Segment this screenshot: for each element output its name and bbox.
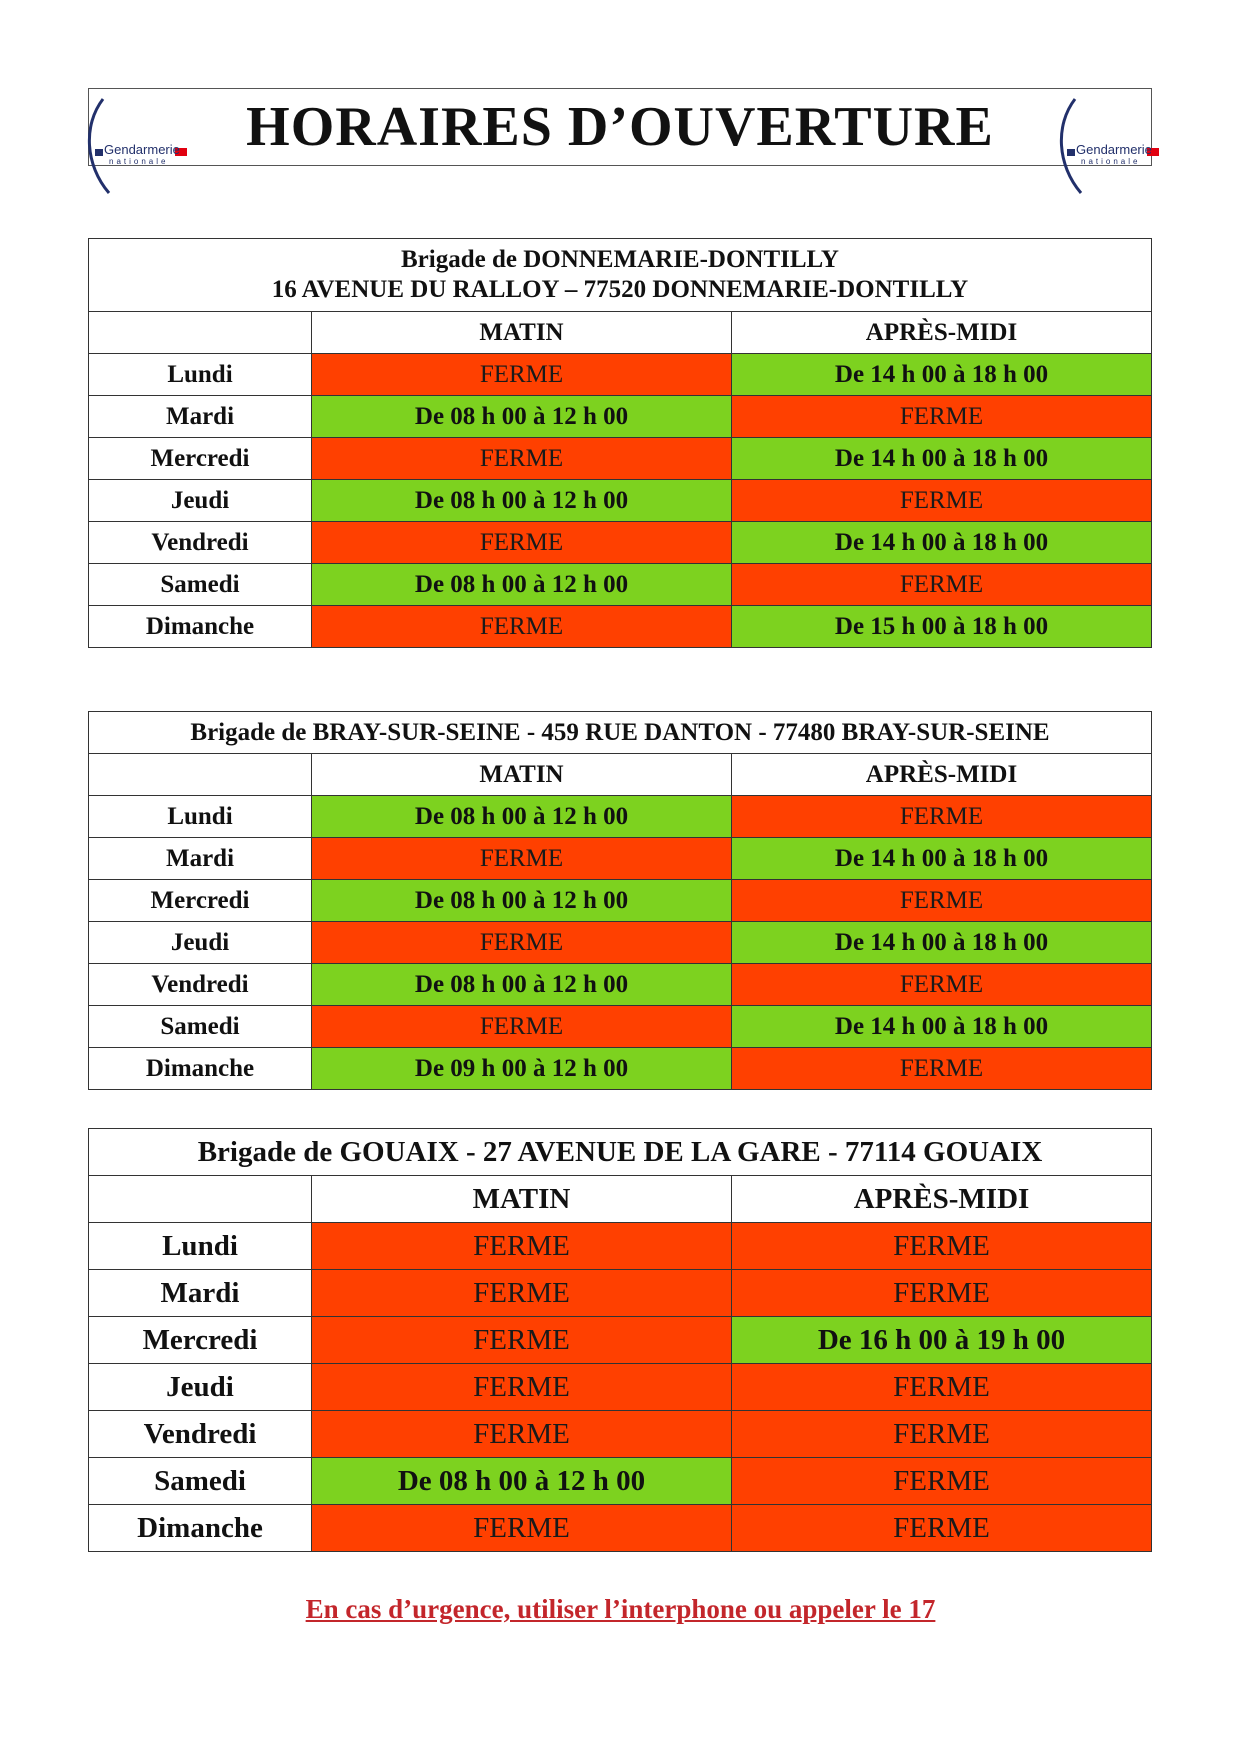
morning-hours: FERME — [312, 438, 732, 480]
column-header-day — [89, 1176, 312, 1223]
table-row — [89, 1411, 1152, 1458]
brigade-title — [89, 239, 1152, 312]
day-label: Lundi — [89, 354, 312, 396]
table-row — [89, 880, 1152, 922]
column-header-morning: MATIN — [312, 312, 732, 354]
day-label: Vendredi — [89, 964, 312, 1006]
afternoon-hours: De 14 h 00 à 18 h 00 — [732, 438, 1152, 480]
logo-text: Gendarmerie — [1076, 142, 1152, 157]
brigade-table-bray — [88, 711, 1152, 1090]
day-label: Mardi — [89, 838, 312, 880]
morning-hours: FERME — [312, 606, 732, 648]
afternoon-hours: De 14 h 00 à 18 h 00 — [732, 522, 1152, 564]
day-label: Lundi — [89, 1223, 312, 1270]
day-label: Dimanche — [89, 1048, 312, 1090]
afternoon-hours: FERME — [732, 964, 1152, 1006]
table-row — [89, 796, 1152, 838]
afternoon-hours: FERME — [732, 1223, 1152, 1270]
column-header-day — [89, 754, 312, 796]
table-row — [89, 964, 1152, 1006]
morning-hours: FERME — [312, 522, 732, 564]
morning-hours: De 09 h 00 à 12 h 00 — [312, 1048, 732, 1090]
page-title: HORAIRES D’OUVERTURE — [246, 96, 994, 158]
logo-text: Gendarmerie — [104, 142, 180, 157]
morning-hours: FERME — [312, 1364, 732, 1411]
afternoon-hours: FERME — [732, 480, 1152, 522]
morning-hours: FERME — [312, 1505, 732, 1552]
day-label: Jeudi — [89, 1364, 312, 1411]
afternoon-hours: FERME — [732, 1411, 1152, 1458]
afternoon-hours: FERME — [732, 1458, 1152, 1505]
day-label: Lundi — [89, 796, 312, 838]
table-row — [89, 1270, 1152, 1317]
morning-hours: De 08 h 00 à 12 h 00 — [312, 964, 732, 1006]
day-label: Jeudi — [89, 922, 312, 964]
table-row — [89, 522, 1152, 564]
table-row — [89, 564, 1152, 606]
morning-hours: De 08 h 00 à 12 h 00 — [312, 564, 732, 606]
morning-hours: FERME — [312, 838, 732, 880]
table-row — [89, 1317, 1152, 1364]
morning-hours: FERME — [312, 1317, 732, 1364]
table-row — [89, 354, 1152, 396]
table-row — [89, 1006, 1152, 1048]
column-header-day — [89, 312, 312, 354]
day-label: Dimanche — [89, 1505, 312, 1552]
table-row — [89, 606, 1152, 648]
day-label: Mardi — [89, 1270, 312, 1317]
table-row — [89, 1364, 1152, 1411]
table-row — [89, 1223, 1152, 1270]
afternoon-hours: De 16 h 00 à 19 h 00 — [732, 1317, 1152, 1364]
afternoon-hours: De 15 h 00 à 18 h 00 — [732, 606, 1152, 648]
day-label: Samedi — [89, 564, 312, 606]
morning-hours: De 08 h 00 à 12 h 00 — [312, 796, 732, 838]
morning-hours: FERME — [312, 1411, 732, 1458]
table-row — [89, 438, 1152, 480]
morning-hours: De 08 h 00 à 12 h 00 — [312, 880, 732, 922]
afternoon-hours: FERME — [732, 1270, 1152, 1317]
column-header-morning: MATIN — [312, 1176, 732, 1223]
day-label: Mercredi — [89, 438, 312, 480]
day-label: Jeudi — [89, 480, 312, 522]
table-row — [89, 1458, 1152, 1505]
day-label: Mardi — [89, 396, 312, 438]
table-row — [89, 1048, 1152, 1090]
day-label: Mercredi — [89, 1317, 312, 1364]
day-label: Samedi — [89, 1006, 312, 1048]
morning-hours: FERME — [312, 922, 732, 964]
afternoon-hours: De 14 h 00 à 18 h 00 — [732, 838, 1152, 880]
column-header-afternoon: APRÈS-MIDI — [732, 1176, 1152, 1223]
afternoon-hours: FERME — [732, 796, 1152, 838]
column-header-afternoon: APRÈS-MIDI — [732, 312, 1152, 354]
brigade-name: Brigade de DONNEMARIE-DONTILLY — [400, 246, 839, 273]
day-label: Vendredi — [89, 1411, 312, 1458]
morning-hours: De 08 h 00 à 12 h 00 — [312, 1458, 732, 1505]
gendarmerie-logo — [1051, 95, 1161, 195]
morning-hours: FERME — [312, 354, 732, 396]
logo-subtext: nationale — [109, 157, 169, 166]
afternoon-hours: FERME — [732, 1505, 1152, 1552]
brigade-title: Brigade de GOUAIX - 27 AVENUE DE LA GARE - 77114 GOUAIX — [89, 1129, 1152, 1176]
morning-hours: De 08 h 00 à 12 h 00 — [312, 480, 732, 522]
column-header-morning: MATIN — [312, 754, 732, 796]
column-header-afternoon: APRÈS-MIDI — [732, 754, 1152, 796]
page-header — [88, 88, 1152, 166]
day-label: Vendredi — [89, 522, 312, 564]
afternoon-hours: FERME — [732, 564, 1152, 606]
morning-hours: FERME — [312, 1223, 732, 1270]
afternoon-hours: De 14 h 00 à 18 h 00 — [732, 1006, 1152, 1048]
afternoon-hours: FERME — [732, 396, 1152, 438]
afternoon-hours: De 14 h 00 à 18 h 00 — [732, 354, 1152, 396]
morning-hours: FERME — [312, 1006, 732, 1048]
table-row — [89, 922, 1152, 964]
logo-subtext: nationale — [1081, 157, 1141, 166]
table-row — [89, 396, 1152, 438]
afternoon-hours: FERME — [732, 880, 1152, 922]
afternoon-hours: De 14 h 00 à 18 h 00 — [732, 922, 1152, 964]
afternoon-hours: FERME — [732, 1048, 1152, 1090]
brigade-title: Brigade de BRAY-SUR-SEINE - 459 RUE DANTON - 77480 BRAY-SUR-SEINE — [89, 712, 1152, 754]
morning-hours: De 08 h 00 à 12 h 00 — [312, 396, 732, 438]
day-label: Mercredi — [89, 880, 312, 922]
table-row — [89, 480, 1152, 522]
table-row — [89, 838, 1152, 880]
afternoon-hours: FERME — [732, 1364, 1152, 1411]
emergency-note: En cas d’urgence, utiliser l’interphone ou appeler le 17 — [305, 1594, 936, 1624]
brigade-table-donnemarie — [88, 238, 1152, 648]
day-label: Samedi — [89, 1458, 312, 1505]
day-label: Dimanche — [89, 606, 312, 648]
brigade-table-gouaix — [88, 1128, 1152, 1552]
morning-hours: FERME — [312, 1270, 732, 1317]
brigade-address: 16 AVENUE DU RALLOY – 77520 DONNEMARIE-DONTILLY — [271, 276, 969, 303]
table-row — [89, 1505, 1152, 1552]
